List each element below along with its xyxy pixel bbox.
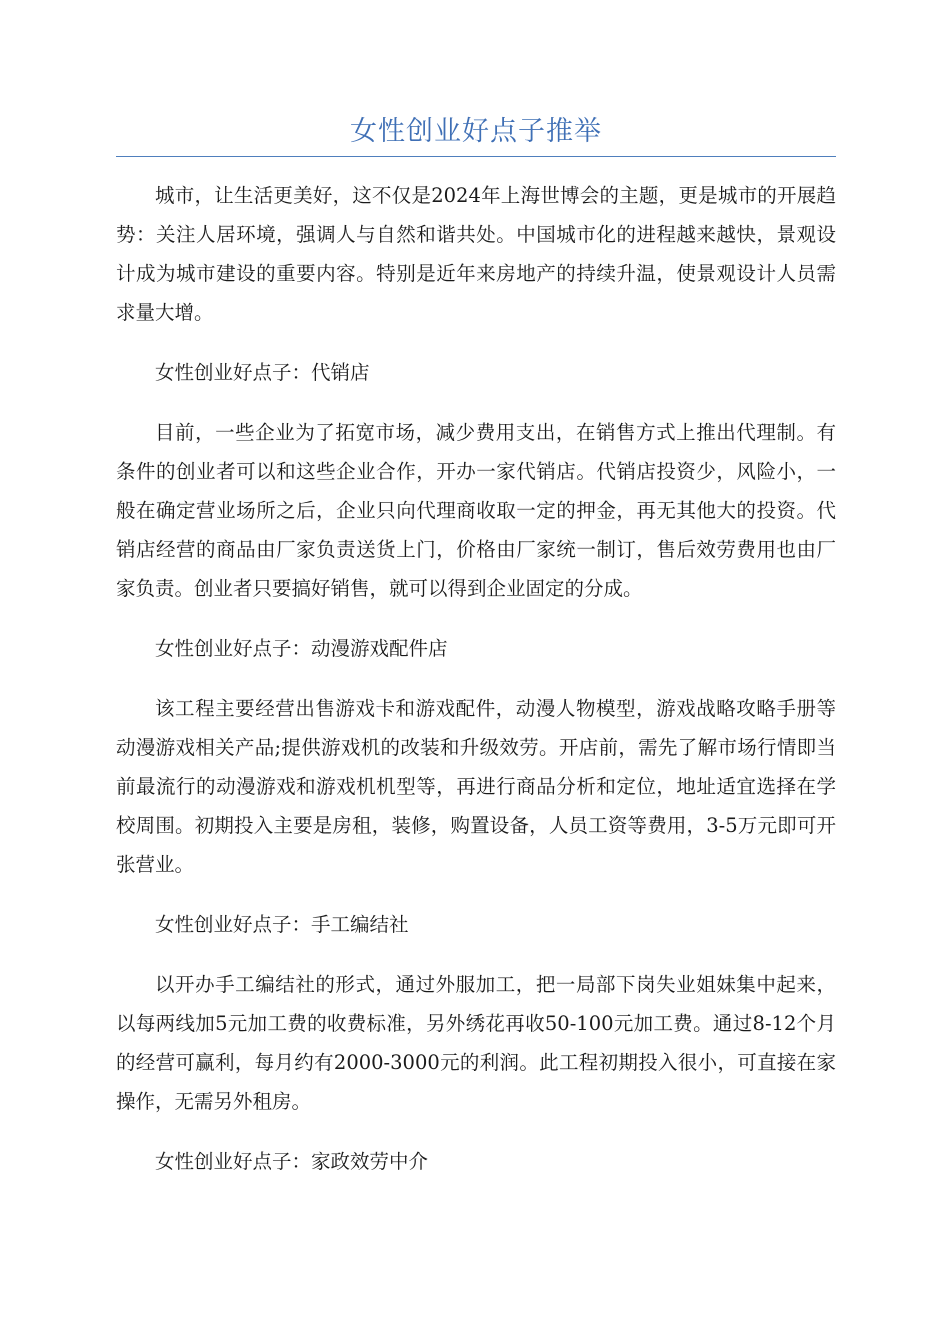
section-paragraph-consignment-store: 目前，一些企业为了拓宽市场，减少费用支出，在销售方式上推出代理制。有条件的创业者可以和这些企业合作，开办一家代销店。代销店投资少，风险小，一般在确定营业场所之后，企业只向代理商收取一定的押金，再无其他大的投资。代销店经营的商品由厂家负责送货上门，价格由厂家统一制订，售后效劳费用也由厂家负责。创业者只要搞好销售，就可以得到企业固定的分成。 <box>116 421 836 600</box>
section-heading-anime-game-store: 女性创业好点子：动漫游戏配件店 <box>155 637 448 660</box>
section-paragraph-handknit-club: 以开办手工编结社的形式，通过外服加工，把一局部下岗失业姐妹集中起来，以每两线加5元加工费的收费标准，另外绣花再收50-100元加工费。通过8-12个月的经营可赢利，每月约有2000-3000元的利润。此工程初期投入很小，可直接在家操作，无需另外租房。 <box>116 973 836 1113</box>
page-title: 女性创业好点子推举 <box>350 116 602 147</box>
section-heading-housekeeping-agency: 女性创业好点子：家政效劳中介 <box>155 1150 429 1173</box>
section-paragraph-anime-game-store: 该工程主要经营出售游戏卡和游戏配件，动漫人物模型，游戏战略攻略手册等动漫游戏相关产品;提供游戏机的改装和升级效劳。开店前，需先了解市场行情即当前最流行的动漫游戏和游戏机机型等，再进行商品分析和定位，地址适宜选择在学校周围。初期投入主要是房租，装修，购置设备，人员工资等费用，3-5万元即可开张营业。 <box>116 697 836 876</box>
document-body <box>116 176 836 1202</box>
intro-paragraph: 城市，让生活更美好，这不仅是2024年上海世博会的主题，更是城市的开展趋势：关注人居环境，强调人与自然和谐共处。中国城市化的进程越来越快，景观设计成为城市建设的重要内容。特别是近年来房地产的持续升温，使景观设计人员需求量大增。 <box>116 184 836 324</box>
section-heading-consignment-store: 女性创业好点子：代销店 <box>155 361 370 384</box>
section-heading-handknit-club: 女性创业好点子：手工编结社 <box>155 913 409 936</box>
title-block <box>116 112 836 157</box>
